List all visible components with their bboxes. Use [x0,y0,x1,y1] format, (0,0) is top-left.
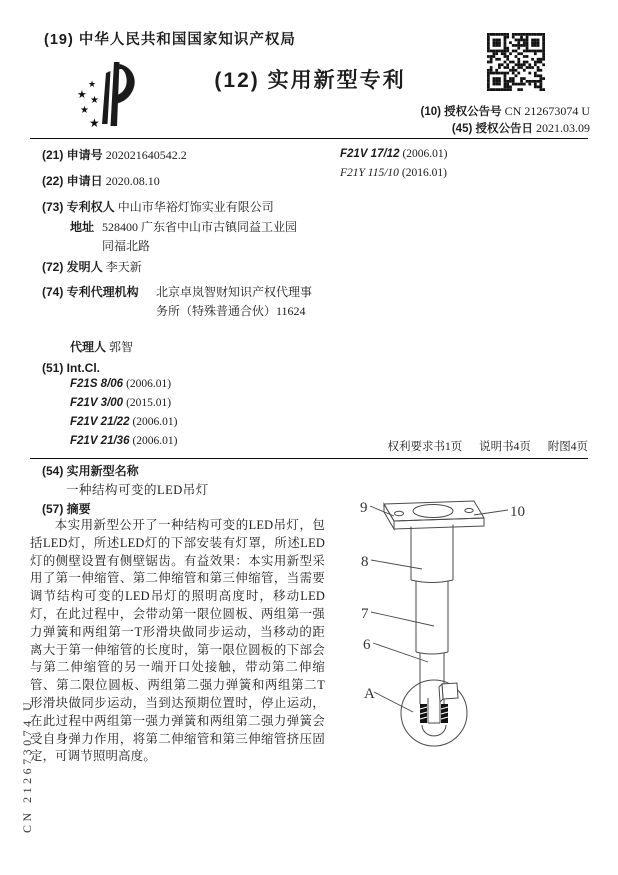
page-counts [374,438,589,454]
pub-no-label: (10) 授权公告号 [420,106,502,118]
filing-date-label: (22) 申请日 [42,174,103,188]
intcl-item [70,414,178,429]
intcl-code: F21V 3/00 [70,397,124,409]
abstract-text: 本实用新型公开了一种结构可变的LED吊灯，包括LED灯，所述LED灯的下部安装有灯罩，所述LED灯的侧壁设置有侧壁锯齿。有益效果：本实用新型采用了第一伸缩管、第二伸缩管和第三伸缩管，当需要调节结构可变的LED吊灯的照明高度时，移动LED灯，在此过程中，会带动第一限位圆板、两组第一强力弹簧和两组第一T形滑块做同步运动，当移动的距离大于第一伸缩管的长度时，第一限位圆板的下部会与第二伸缩管的另一端开口处接触，带动第二伸缩管、第二限位圆板、两组第二强力弹簧和两组第二T形滑块做同步运动，当到达预期位置时，停止运动，在此过程中两组第一强力弹簧和两组第二强力弹簧会受自身弹力作用，将第二伸缩管和第三伸缩管挤压固定，可调节照明高度。 [30,518,325,764]
application-number-row [42,146,187,163]
intcl-item [70,433,178,448]
claims-pages: 权利要求书1页 [387,441,463,453]
description-pages: 说明书4页 [479,441,531,453]
intcl-version: (2006.01) [126,378,172,390]
star-icon: ★ [89,116,100,130]
star-icon: ★ [80,105,89,116]
intcl-code: F21Y 115/10 [340,167,399,179]
star-icon: ★ [90,95,99,106]
filing-date-row [42,172,160,189]
intcl-code: F21V 21/36 [70,435,130,447]
pub-no-value: CN 212673074 U [504,104,590,118]
agent-label: 代理人 [70,340,107,354]
intcl-version: (2016.01) [401,167,447,179]
intcl-item [340,165,447,180]
intcl-code: F21V 17/12 [340,148,400,160]
inventor-label: (72) 发明人 [42,260,103,274]
patentee-label: (73) 专利权人 [42,200,115,214]
callout-7: 7 [361,606,369,622]
header-divider [30,138,588,139]
app-no-value: 202021640542.2 [105,148,187,162]
intcl-version: (2015.01) [126,397,172,409]
agent-row [70,338,133,355]
patentee-value: 中山市华裕灯饰实业有限公司 [117,200,274,214]
invention-title: 一种结构可变的LED吊灯 [66,483,209,497]
star-icon: ★ [88,79,97,89]
intcl-version: (2006.01) [132,435,178,447]
intcl-version: (2006.01) [132,416,178,428]
title-label: (54) 实用新型名称 [42,464,139,478]
agent-value: 郭智 [109,340,134,354]
intcl-label: (51) Int.Cl. [42,361,101,375]
cnipa-logo [76,60,140,136]
callout-8: 8 [361,554,369,570]
callout-6: 6 [363,637,371,653]
figures-pages: 附图4页 [547,441,588,453]
address-value: 528400 广东省中山市古镇同益工业园同福北路 [102,220,298,253]
issuing-office: (19) 中华人民共和国国家知识产权局 [44,32,296,48]
filing-date-value: 2020.08.10 [105,174,160,188]
intcl-version: (2006.01) [402,148,448,160]
abstract-label: (57) 摘要 [42,502,91,516]
agency-value: 北京卓岚智财知识产权代理事务所（特殊普通合伙）11624 [156,285,313,318]
side-document-number: CN 212673074 U [20,698,34,833]
pub-date-value: 2021.03.09 [536,121,590,135]
callout-10: 10 [510,504,525,520]
star-icon: ★ [77,89,87,101]
document-type-title: (12) 实用新型专利 [214,69,406,92]
intcl-code: F21V 21/22 [70,416,130,428]
inventor-value: 李天新 [105,260,142,274]
intcl-item [340,146,448,161]
patent-figure [336,476,598,776]
callout-9: 9 [360,500,368,516]
intcl-item [70,395,171,410]
patentee-row [42,198,274,215]
pub-date-label: (45) 授权公告日 [451,123,533,135]
address-label: 地址 [70,220,95,234]
app-no-label: (21) 申请号 [42,148,103,162]
publication-date-row [452,120,590,136]
inventor-row [42,258,142,275]
agency-label: (74) 专利代理机构 [42,285,139,299]
intcl-item [70,376,171,391]
intcl-code: F21S 8/06 [70,378,124,390]
publication-number-row [421,103,591,119]
callout-A: A [364,686,375,702]
biblio-divider [30,458,588,459]
qr-code [487,33,545,91]
